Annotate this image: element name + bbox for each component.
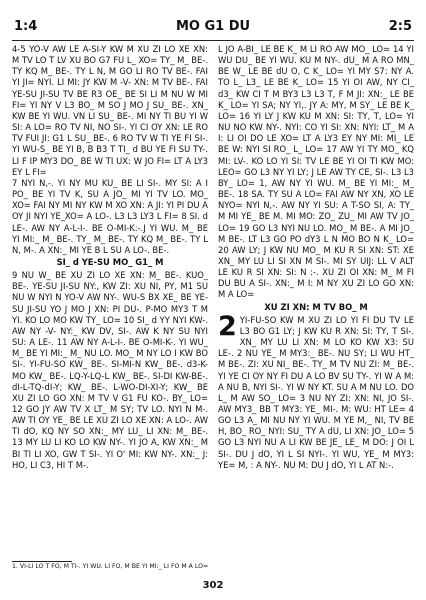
section-heading: SI_ d YE-SU MO_ G1_ M (56, 256, 164, 267)
chapter-start (218, 310, 414, 471)
header-rule (12, 40, 414, 41)
section-heading: XU ZI XN: M TV BO_ M (264, 301, 368, 312)
chapter-dropcap: 2 (218, 310, 237, 342)
paragraph: L JO A-BI_ LE BE K_ M LI RO AW MO_ LO= 14 YI WU DU_ BE YI WU. KU M NY-. dU_ M A RO MN_ BE W_ LE BE dU O, C K_ LO= YI MY S7: NY A. TO L_ L3_ LE BE K_ LO= 15 YI OI AW, NY CI_ d3_ KW CI T M BY3 L3 L3 T, F M JI: XN:_ LE BE K_ LO= YI SA; NY YI,. JY A: MY, M SY_ LE BE K_ LO= 16 YI LY J KW KU M XN: SI: TY, T, LO= YI NU NO KW NY-. NYI: CO YI SI: XN: NYI: LT_ M A I: LI OI DO LE XO= LT A LY3 EY NY MI: MI_ LE BE W: NYI SI RO_ L_ LO= 17 AW YI TY MO_ KQ MI: LV-. KO LO YI SI: TV LE BE YI OI TI KW MO: LEO= GO L3 NY YI LY; J LE AW TY CE, SI-. L3 L3 BY_ LO= 1, AW NY YI WU. M_ BE YI MI:_ M_ BE-. 18 SA. TY SU A LO= FAI AW NY XN, XO LE NYO= NYI N,-. AW NY YI SU: A T-SO SI, A: TY_ M MI YE_ BE M. MI MO: ZO_ ZU_ MI AW TV JO_ LO= 19 GO L3 NYI NU LO. MO_ M BE-. A MI JO_ M BE-. LT L3 GO PO dY3 L N MO BO N K_ LO= 20 AW LY; J KW NU MO_ M KU R SI XN: ST: XE XN_ MY LU LI SI XN M SI-. MI SY UIJ: LL V ALT LE KU R SI XN: SI: N :-. XU ZI OI XN: M_ M FI DU BU A SI-. XN:_ M I: M NY XU ZI LO GO XN: M A LO= (218, 44, 414, 300)
header-right-reference: 2:5 (388, 19, 412, 34)
paragraph: 7 NYI N,-. YI NY MU KU_ BE LI SI-. MY SI: A I PO_ BE YI TV K, SU A JO_ MI YI TV LO. MO_ XO= FAI NY MI NY KW M XO XN: A JI: YI PI DU A OY JI NYI YE_XO= A LO-. L3 L3 LY3 L FI= 8 SI. d LE-. AW NY A-L-I-. BE O-MI-K:-.J YI WU. M_ BE YI MI:_ M_ BE-. TY_ M_ BE-. TY KQ M_ BE-. TY L N, M-. A XN:_ MI YE B L SU A LO-. BE-. (12, 177, 208, 255)
paragraph: YI-FU-SO KW M XU ZI LO YI FI DU TV LE L3 BO G1 LY; J KW KU R XN: SI: TY, T SI-. XN_ MY LU LI XN: M LO KO KW X3: SU LE-. 2 NU YE_ M MY3:_ BE-. NU SY; LI WU HT_ M BE-. ZI: XU NI_ BE-. TY_ M TV NU ZI: M_ BE-. YI YE CI OY NY FI DU A LO BV SU TY-. YI W A M: A NU B, NYI SI-. YI W NY KT. SU A M NU LO. DO L_ M AW SO_ LO= 3 NU NY ZI: XN: NI, JO SI-. AW MY3_ BB T MY3: YE_ MI-. M: WU: HT LE= 4 GO L3 A_ MI NU NY YI WU. M YE M,_ NI, TV BE H, BO_ RO_ NYI: SU_ TY A dU, LI XN: JO_ LO= 5 GO L3 NYI NU A LI KW BE JE_ LE_ M DO: J OI L SI-. DU J dO, YI L SI NYI-. YI WU, YE_ M MY3: YE= M, : A NY-. NU M: DU J dO, YI L AT N:-. (218, 314, 414, 470)
paragraph: 4-5 YO-V AW LE A-SI-Y KW M XU ZI LO XE XN: M TV LO T LV XU BO G7 FU L_ XO= TY_ M_ BE-. TY KQ M_ BE-. TY L N, M GO LI RO TV BE-. FAI YI JI= NYI. LI MI: JY KW M -V- XN: M TV BE-. FAI YE-SU JI-SU TV BE R3 OE_ BE SI LI M NU W MI FI= YI NY V L3 BO_ M SO J MO J SU_ BE-. XN_ KW BE YI WU. VN LI SU_ BE-. MI NY TI BU YI W SI: A LO= RO TV NI, NO SI-. YI CI OY XN: LE RO TV FUI JI: G1 L SU_ BE-. 6 RO TV W TI YE FI SI-. YI WU-S_ BE YI B, B B3 T TI_ d BU YE FI SU TY-. LI F IP MY3 DO_ BE W TI UX: W JO FI= LT A LY3 EY L FI= (12, 44, 208, 177)
page-number: 302 (202, 580, 224, 591)
running-header (14, 19, 412, 37)
header-title: MO G1 DU (175, 19, 251, 34)
footnote-rule (12, 561, 72, 562)
left-column (12, 44, 208, 471)
right-column (218, 44, 414, 471)
footnote: 1. VI-LI LO T FO, M TI-. YI WU. LI FO, M BE YI MI:_ LI FO M A LO= (12, 563, 209, 570)
paragraph: 9 NU W_ BE XU ZI LO XE XN: M_ BE-. KUO_ BE-. YE-SU JI-SU NY:, KW ZI: XU NI, PY, M1 SU NU W NYI N YO-V AW NY-. WU-S BX XE_ BE YE-SU JI-SU YO J MO J XN: PI DU-. P-MO MY3 T M YI. KO LO MO KW TY_ LO= 10 SI_ d YY NYI KW-. AW NY -V- NY:_ KW DV, SI-. AW K NY SU NYI SU: A LE-. 11 AW NY A-L-I-. BE O-MI-K-. YI WU_ M_ BE YI MI:_ M_ NU LO. MO_ M NY LO I KW BO SI-. YI-FU-SO KW_ BE-. SI-MI-N KW_ BE-. d3-K-MO KW_ BE-. LQ-Y-LQ-L KW_ BE-. SI-DI KW-BE-. dI-L-TQ-dI-Y; KW_ BE-. L-WO-DI-XI-Y; KW_ BE XU ZI LO GO XN: M TV V G1 FU KO-. BY_ LO= 12 GO JY AW TV X LT_ M SY; TV LO. NYI N M-. AW TI OY YE_ BE LE XU ZI LO XE XN: A LO-. AW TI dO, KQ NY SO XN:_ MY LU_ LI XN: M_ BE-. 13 MY LU LI KO LO KW NY-. YI JO A, KW XN:_ M BI TI LI XO, GW T SI-. YI O' MI: KW NY-. XN:_ J: HO, LI C3, HI T M-. (12, 270, 208, 470)
header-left-reference: 1:4 (14, 19, 38, 34)
